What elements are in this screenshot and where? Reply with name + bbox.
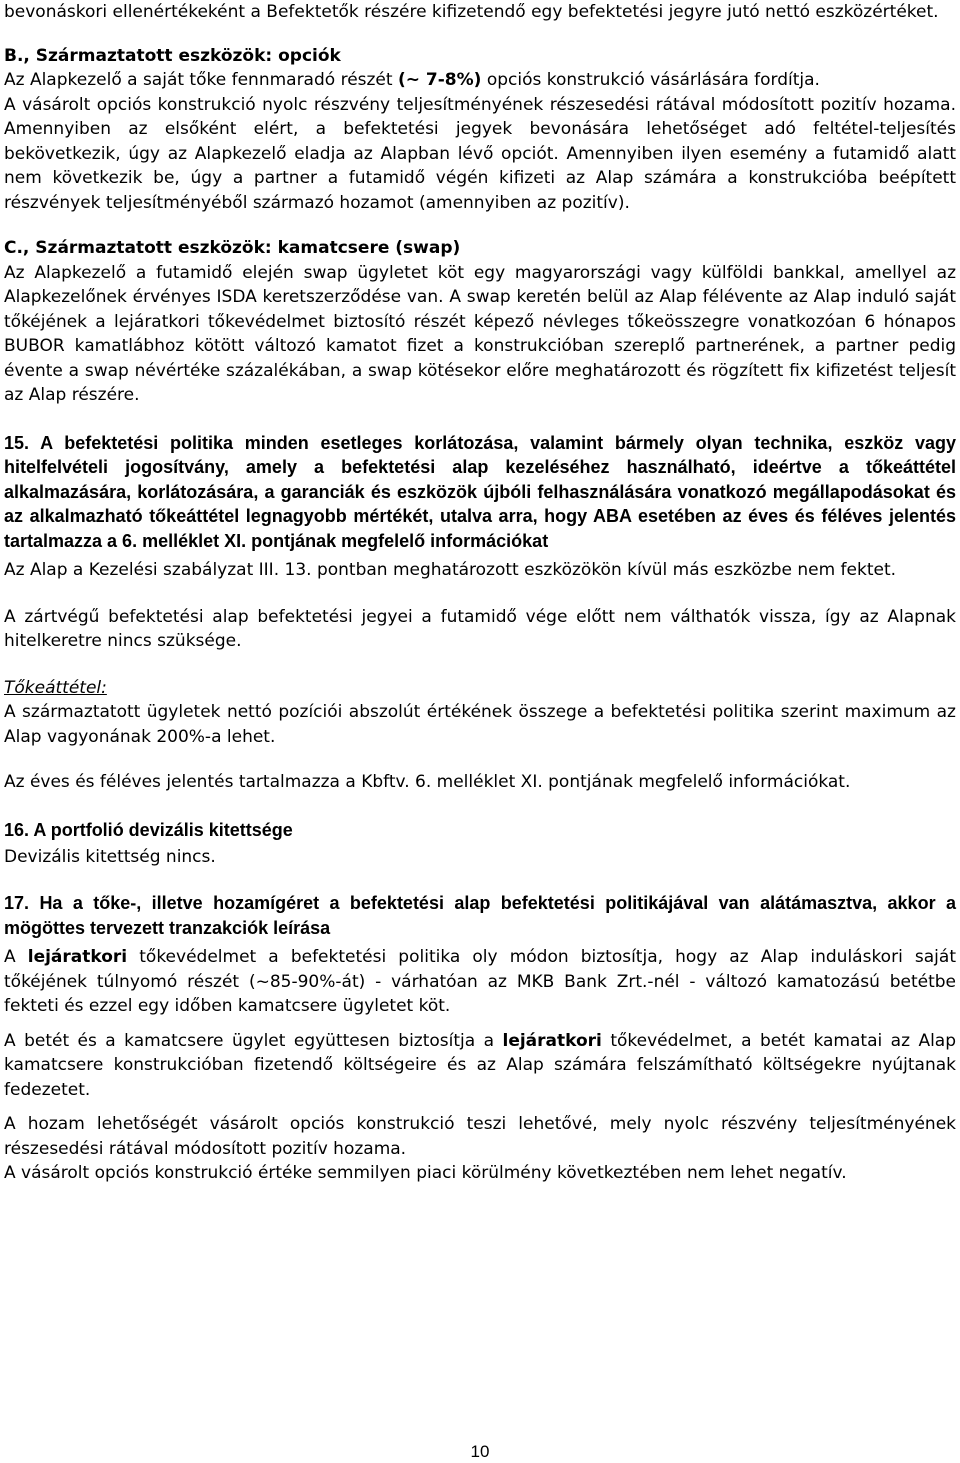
paragraph-b-option-return: A vásárolt opciós konstrukció nyolc részvény teljesítményének részesedési rátával módosított pozitív hozama. Amennyiben az elsőként elért, a befektetési jegyek bevonására lehetőséget adó feltétel-teljesítés bekövetkezik, úgy az Alapkezelő eladja az Alapban lévő opciót. Amennyiben ilyen esemény a futamidő alatt nem következik be, úgy a partner a futamidő végén kifizeti az Alap számára a konstrukcióba beépített részvények teljesítményéből származó hozamot (amennyiben az pozitív). xyxy=(4,94,956,213)
paragraph-c-swap: Az Alapkezelő a futamidő elején swap ügyletet köt egy magyarországi vagy külföldi bankkal, amellyel az Alapkezelőnek érvényes ISDA keretszerződése van. A swap keretén belül az Alap félévente az Alap induló saját tőkéjének a lejáratkori tőkevédelmet biztosító részét képező névleges tőkeösszegre vonatkozóan 6 hónapos BUBOR kamatlábhoz kötött változó kamatot fizet a konstrukcióban szereplő partnerének, a partner pedig évente a swap névértéke százalékában, a swap kötésekor előre meghatározott és rögzített fix kifizetést teljesít az Alap részére. xyxy=(4,262,957,405)
paragraph-17-deposit-swap: A betét és a kamatcsere ügylet együttesen biztosítja a lejáratkori tőkevédelmet, a betét kamatai az Alap kamatcsere konstrukcióban fizetendő költségeire és az Alap számára felszámítható költségekre nyújtanak fedezetet. xyxy=(4,1030,957,1100)
paragraph-b-equity-share: Az Alapkezelő a saját tőke fennmaradó részét (~ 7-8%) opciós konstrukció vásárlására fordítja. xyxy=(4,70,820,90)
leverage-label: Tőkeáttétel: xyxy=(4,677,107,698)
paragraph-nav-redemption: bevonáskori ellenértékeként a Befektetők részére kifizetendő egy befektetési jegyre jutó nettó eszközértéket. xyxy=(4,2,939,22)
heading-b-options: B., Származtatott eszközök: opciók xyxy=(4,45,341,66)
paragraph-15-leverage: A származtatott ügyletek nettó pozíciói abszolút értékének összege a befektetési politika szerint maximum az Alap vagyonának 200%-a lehet. xyxy=(4,702,956,747)
section-15-title: 15. A befektetési politika minden esetleges korlátozása, valamint bármely olyan technika, eszköz vagy hitelfelvételi jogosítvány, amely a befektetési alap kezeléséhez használható, ideértve a tőkeáttétel alkalmazására, korlátozására, a garanciák és eszközök újbóli felhasználására vonatkozó megállapodásokat és az alkalmazható tőkeáttétel legnagyobb mértékét, utalva arra, hogy ABA esetében az éves és féléves jelentés tartalmazza a 6. melléklet XI. pontjának megfelelő információkat xyxy=(4,432,956,551)
page-number: 10 xyxy=(470,1442,490,1461)
paragraph-17-option-value: A vásárolt opciós konstrukció értéke semmilyen piaci körülmény következtében nem lehet negatív. xyxy=(4,1163,847,1183)
paragraph-17-capital-protection: A lejáratkori tőkevédelmet a befektetési politika oly módon biztosítja, hogy az Alap induláskori saját tőkéjének túlnyomó részét (~85-90%-át) - várhatóan az MKB Bank Zrt.-nél - változó kamatozású betétbe fekteti és ezzel egy időben kamatcsere ügyletet köt. xyxy=(4,947,956,1016)
section-16-title: 16. A portfolió devizális kitettsége xyxy=(4,819,293,840)
heading-c-swap: C., Származtatott eszközök: kamatcsere (swap) xyxy=(4,238,461,258)
section-17-title: 17. Ha a tőke-, illetve hozamígéret a befektetési alap befektetési politikájával van alátámasztva, akkor a mögöttes tervezett tranzakciók leírása xyxy=(4,893,956,938)
document-page xyxy=(4,0,956,1186)
paragraph-17-yield: A hozam lehetőségét vásárolt opciós konstrukció teszi lehetővé, mely nyolc részvény teljesítményének részesedési rátával módosított pozitív hozama. xyxy=(4,1114,956,1159)
paragraph-15-assets: Az Alap a Kezelési szabályzat III. 13. pontban meghatározott eszközökön kívül más eszközbe nem fektet. xyxy=(4,560,897,580)
paragraph-15-closed-end: A zártvégű befektetési alap befektetési jegyei a futamidő vége előtt nem válthatók vissza, így az Alapnak hitelkeretre nincs szüksége. xyxy=(4,606,956,651)
paragraph-16-fx: Devizális kitettség nincs. xyxy=(4,846,216,867)
paragraph-15-reports: Az éves és féléves jelentés tartalmazza a Kbftv. 6. melléklet XI. pontjának megfelelő információkat. xyxy=(4,772,851,792)
